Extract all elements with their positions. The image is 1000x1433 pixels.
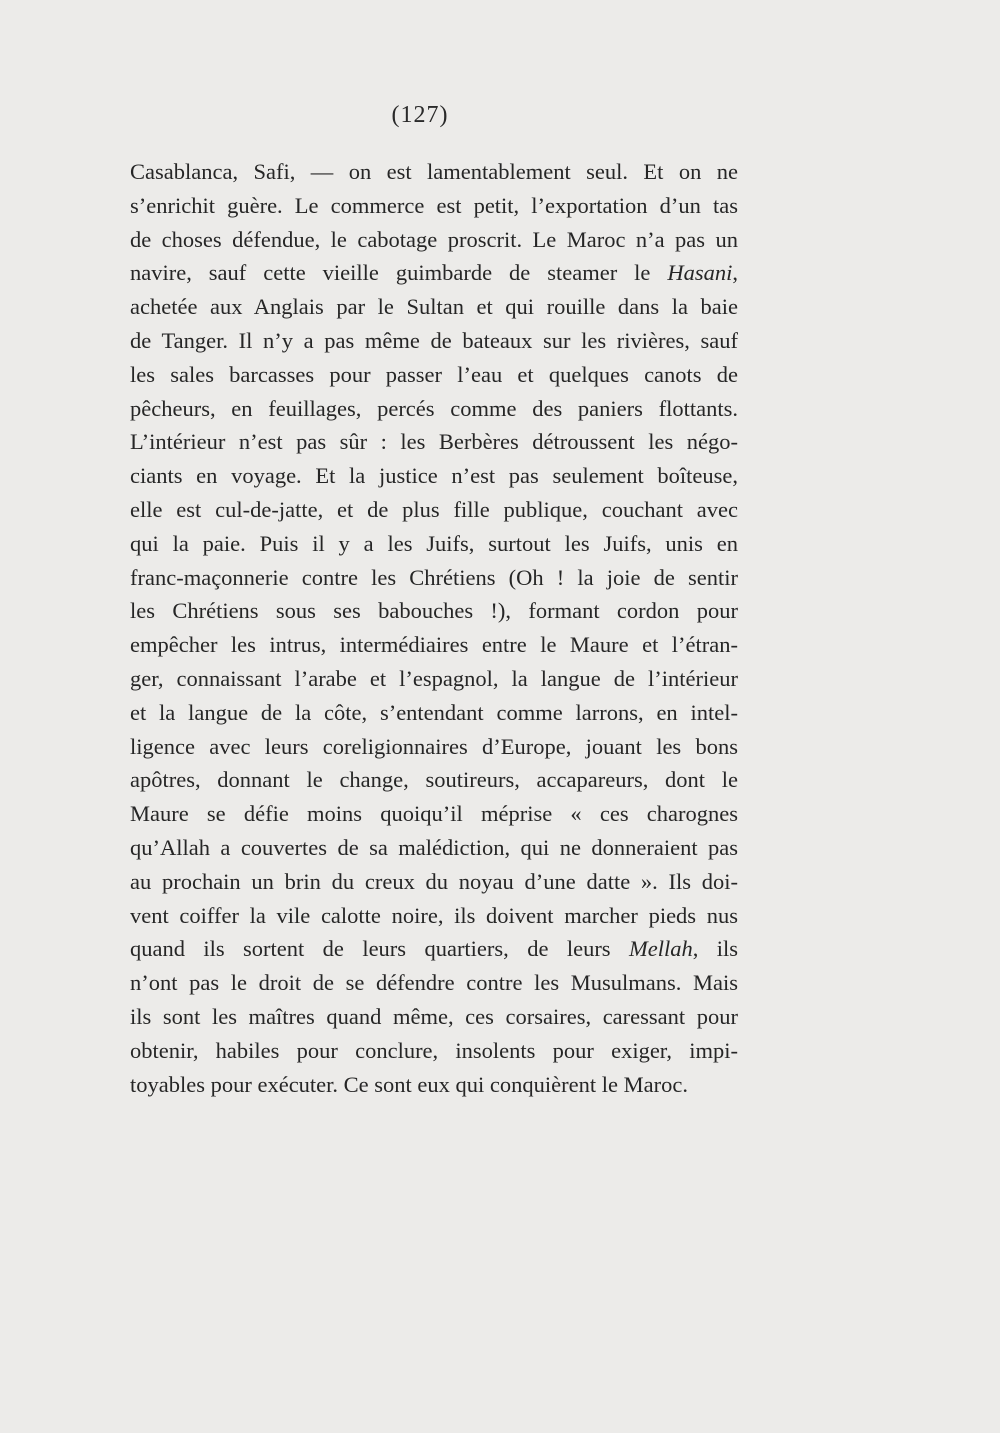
text-line: ligence avec leurs coreligionnaires d’Europe, jouant les bons	[130, 733, 738, 759]
text-line: qu’Allah a couvertes de sa malédiction, qui ne donneraient pas	[130, 834, 738, 860]
text-segment: ,	[732, 260, 738, 286]
text-line: L’intérieur n’est pas sûr : les Berbères détroussent les négo-	[130, 429, 738, 455]
ship-name-italic: Hasani	[667, 260, 733, 286]
page-number: (127)	[391, 102, 449, 128]
text-line: toyables pour exécuter. Ce sont eux qui conquièrent le Maroc.	[130, 1071, 688, 1097]
text-line: au prochain un brin du creux du noyau d’une datte ». Ils doi-	[130, 868, 738, 894]
text-line: et la langue de la côte, s’entendant comme larrons, en intel-	[130, 699, 738, 725]
text-line: obtenir, habiles pour conclure, insolents pour exiger, impi-	[130, 1037, 738, 1063]
text-line: pêcheurs, en feuillages, percés comme des paniers flottants.	[130, 395, 738, 421]
text-line: Maure se défie moins quoiqu’il méprise « ces charognes	[130, 801, 738, 827]
text-line: elle est cul-de-jatte, et de plus fille publique, couchant avec	[130, 496, 738, 522]
text-line: empêcher les intrus, intermédiaires entre le Maure et l’étran-	[130, 632, 738, 658]
text-line: n’ont pas le droit de se défendre contre les Musulmans. Mais	[130, 970, 738, 996]
text-line: de choses défendue, le cabotage proscrit. Le Maroc n’a pas un	[130, 226, 738, 252]
quarter-name-italic: Mellah	[628, 936, 693, 962]
text-line: les Chrétiens sous ses babouches !), formant cordon pour	[130, 598, 738, 624]
text-line: qui la paie. Puis il y a les Juifs, surtout les Juifs, unis en	[130, 530, 738, 556]
text-line: ger, connaissant l’arabe et l’espagnol, la langue de l’intérieur	[130, 665, 738, 691]
text-line	[130, 932, 738, 966]
text-line: franc-maçonnerie contre les Chrétiens (Oh ! la joie de sentir	[130, 564, 738, 590]
text-line: de Tanger. Il n’y a pas même de bateaux sur les rivières, sauf	[130, 327, 738, 353]
body-text	[130, 155, 738, 1101]
text-segment: , ils	[692, 936, 738, 962]
text-segment: navire, sauf cette vieille guimbarde de steamer le	[130, 260, 668, 286]
text-line: ciants en voyage. Et la justice n’est pas seulement boîteuse,	[130, 463, 738, 489]
text-segment: quand ils sortent de leurs quartiers, de leurs	[130, 936, 629, 962]
text-line: les sales barcasses pour passer l’eau et quelques canots de	[130, 361, 738, 387]
text-line: ils sont les maîtres quand même, ces corsaires, caressant pour	[130, 1003, 738, 1029]
text-line: Casablanca, Safi, — on est lamentablement seul. Et on ne	[130, 159, 738, 184]
text-line: s’enrichit guère. Le commerce est petit, l’exportation d’un tas	[130, 192, 738, 218]
text-line: vent coiffer la vile calotte noire, ils doivent marcher pieds nus	[130, 902, 738, 928]
text-line	[130, 256, 738, 290]
text-line: apôtres, donnant le change, soutireurs, accapareurs, dont le	[130, 767, 738, 793]
text-line: achetée aux Anglais par le Sultan et qui rouille dans la baie	[130, 294, 738, 320]
